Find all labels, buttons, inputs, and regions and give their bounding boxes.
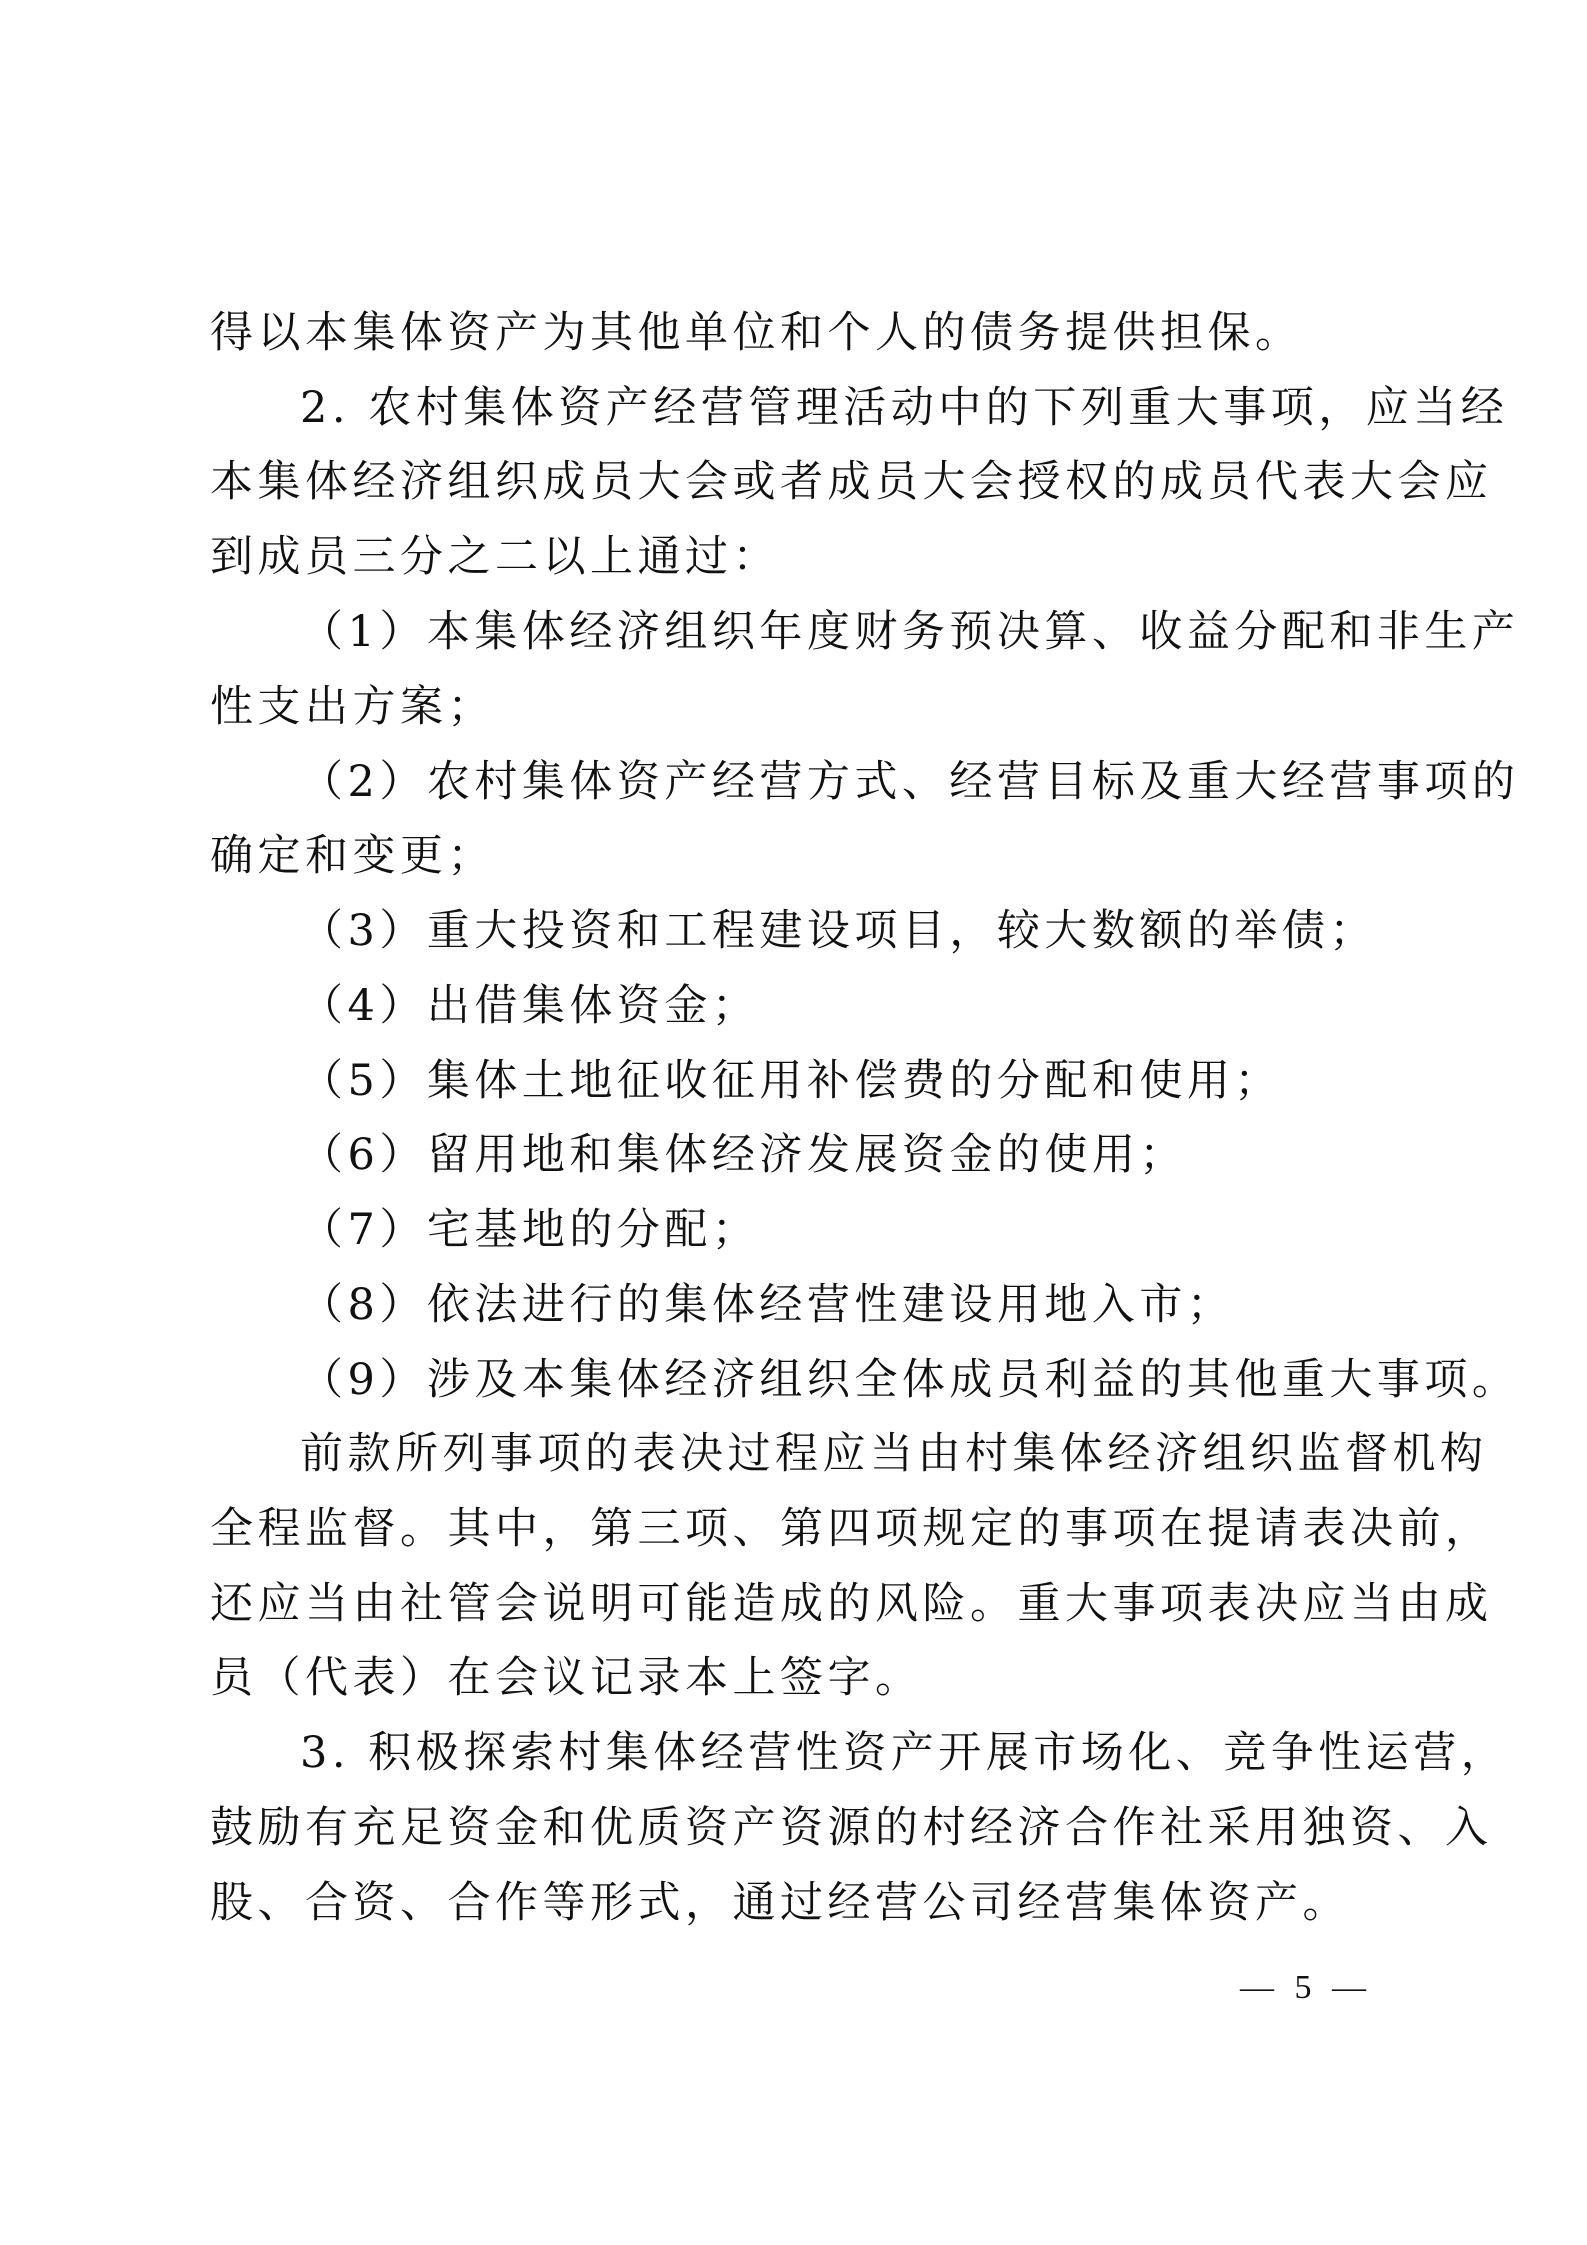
text-line: 到成员三分之二以上通过： [210,532,780,582]
text-line: （2）农村集体资产经营方式、经营目标及重大经营事项的 [300,757,1520,807]
text-line: （5）集体土地征收征用补偿费的分配和使用； [300,1056,1282,1106]
text-line: （9）涉及本集体经济组织全体成员利益的其他重大事项。 [300,1355,1520,1405]
text-line: （7）宅基地的分配； [300,1205,760,1255]
text-line: （8）依法进行的集体经营性建设用地入市； [300,1280,1235,1330]
text-line: （1）本集体经济组织年度财务预决算、收益分配和非生产 [300,607,1520,657]
text-line: （4）出借集体资金； [300,981,760,1031]
text-line: （3）重大投资和工程建设项目，较大数额的举债； [300,906,1377,956]
text-line: 前款所列事项的表决过程应当由村集体经济组织监督机构 [300,1429,1488,1479]
text-line: （6）留用地和集体经济发展资金的使用； [300,1130,1187,1180]
text-line: 股、合资、合作等形式，通过经营公司经营集体资产。 [210,1878,1350,1928]
text-line: 2. 农村集体资产经营管理活动中的下列重大事项，应当经 [300,383,1509,433]
text-line: 还应当由社管会说明可能造成的风险。重大事项表决应当由成 [210,1579,1493,1629]
text-line: 确定和变更； [210,831,495,881]
text-line: 鼓励有充足资金和优质资产资源的村经济合作社采用独资、入 [210,1803,1493,1853]
page-number: — 5 — [1240,1969,1372,2006]
text-line: 3. 积极探索村集体经营性资产开展市场化、竞争性运营， [300,1728,1509,1778]
text-line: 员（代表）在会议记录本上签字。 [210,1653,923,1703]
text-line: 本集体经济组织成员大会或者成员大会授权的成员代表大会应 [210,457,1493,507]
text-line: 全程监督。其中，第三项、第四项规定的事项在提请表决前， [210,1504,1493,1554]
text-line: 性支出方案； [210,682,495,732]
text-line: 得以本集体资产为其他单位和个人的债务提供担保。 [210,308,1303,358]
